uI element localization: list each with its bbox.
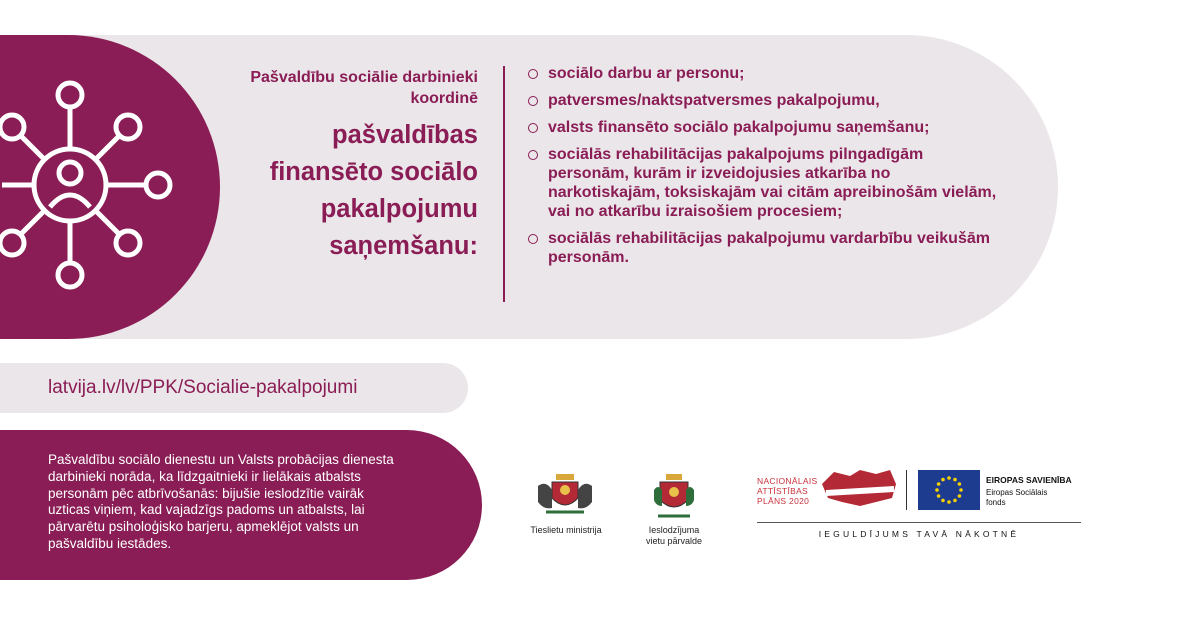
eu-title: EIROPAS SAVIENĪBA [986,475,1072,485]
logo-divider [906,470,907,510]
divider [503,66,505,302]
network-people-icon [0,67,220,307]
slogan-rule [757,522,1081,523]
service-list [528,64,998,275]
headline [230,67,478,265]
headline-intro: Pašvaldību sociālie darbinieki koordinē [250,69,478,107]
coat-of-arms-icon [532,472,598,520]
prison-label-2: vietu pārvalde [645,536,703,546]
bullet-circle-icon [528,150,538,160]
note-text: Pašvaldību sociālo dienestu un Valsts probācijas dienesta darbinieki norāda, ka līdzgaitnieki ir lielākais atbalsts personām pēc atbrīvošanās: bijušie ieslodzītie vairāk uzticas viņiem, kad vajadzīgs padoms un atbalsts, lai pārvarētu psiholoģisko barjeru, apmeklējot valsts un pašvaldību iestādes. [48,452,394,551]
nap-label: NACIONĀLAIS ATTĪSTĪBAS PLĀNS 2020 [757,476,818,506]
bullet-circle-icon [528,123,538,133]
link-pill [0,363,468,413]
list-item: valsts finansēto sociālo pakalpojumu saņemšanu; [528,118,998,137]
ministry-label: Tieslietu ministrija [530,525,602,535]
list-item: patversmes/naktspatversmes pakalpojumu, [528,91,998,110]
coat-of-arms-icon [650,472,698,522]
eu-flag-icon [918,470,980,510]
list-item: sociālās rehabilitācijas pakalpojums pilngadīgām personām, kurām ir izveidojusies atkarība no narkotiskajām, toksiskajām vai citām apreibinošām vielām, vai no atkarību izraisošiem procesiem; [528,145,998,221]
slogan: IEGULDĪJUMS TAVĀ NĀKOTNĒ [818,529,1020,539]
bullet-circle-icon [528,96,538,106]
bullet-circle-icon [528,69,538,79]
website-link[interactable]: latvija.lv/lv/PPK/Socialie-pakalpojumi [48,377,358,398]
list-item: sociālo darbu ar personu; [528,64,998,83]
list-item: sociālās rehabilitācijas pakalpojumu vardarbību veikušām personām. [528,229,998,267]
icon-disc [0,35,220,339]
note-box [0,430,482,580]
eu-fund: Eiropas Sociālais fonds [986,488,1048,507]
latvia-map-icon [820,466,898,508]
prison-label-1: Ieslodzījuma [648,525,700,535]
bullet-circle-icon [528,234,538,244]
headline-emphasis: pašvaldības finansēto sociālo pakalpojumu saņemšanu: [269,121,478,260]
